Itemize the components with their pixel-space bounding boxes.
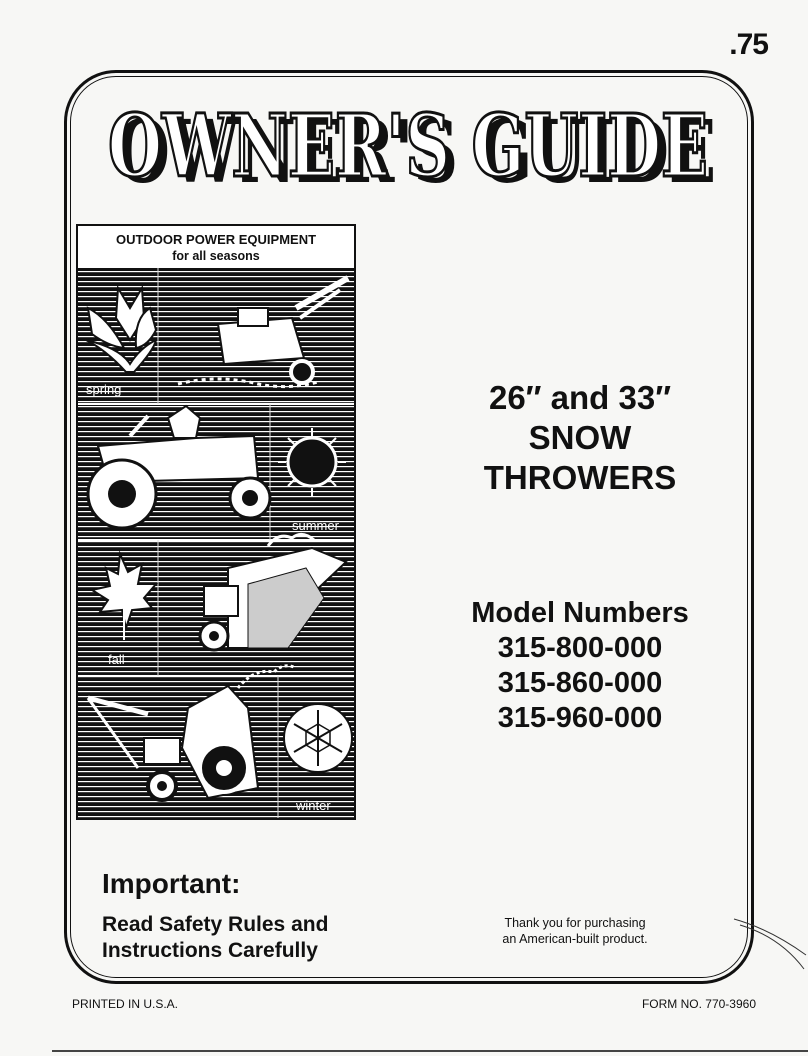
product-title xyxy=(420,378,740,498)
printed-in-label: PRINTED IN U.S.A. xyxy=(72,997,179,1011)
model-number: 315-860-000 xyxy=(497,667,663,699)
sun-icon xyxy=(278,428,346,496)
summer-label: summer xyxy=(292,518,339,533)
safety-notice xyxy=(102,912,328,964)
price-label: .75 xyxy=(729,28,768,61)
title-text: OWNER'S GUIDE xyxy=(108,96,708,197)
snowflake-icon xyxy=(284,704,352,772)
safety-notice-line2: Instructions Carefully xyxy=(102,939,318,962)
safety-notice-line1: Read Safety Rules and xyxy=(102,913,329,936)
corner-scribble-icon xyxy=(730,915,808,975)
spring-label: spring xyxy=(86,382,122,397)
thank-you-line1: Thank you for purchasing xyxy=(504,916,646,930)
seasons-panel xyxy=(76,224,356,820)
thank-you-note xyxy=(420,915,730,947)
model-numbers-block xyxy=(420,596,740,736)
form-number-label: FORM NO. 770-3960 xyxy=(641,997,756,1011)
seasons-subheading: for all seasons xyxy=(172,249,260,263)
winter-label: winter xyxy=(296,798,331,813)
seasons-header xyxy=(78,226,354,268)
product-type-line2: THROWERS xyxy=(483,459,677,496)
model-number: 315-960-000 xyxy=(497,702,663,734)
model-number: 315-800-000 xyxy=(497,632,663,664)
important-heading: Important: xyxy=(102,868,241,899)
fall-label: fall xyxy=(108,652,125,667)
seasons-heading: OUTDOOR POWER EQUIPMENT xyxy=(115,232,317,247)
bottom-rule xyxy=(52,1050,808,1052)
product-sizes: 26″ and 33″ xyxy=(488,379,672,416)
seasons-illustration xyxy=(78,268,354,818)
title-shadow: OWNER'S GUIDE xyxy=(116,102,716,202)
model-numbers-heading: Model Numbers xyxy=(471,597,689,629)
product-type-line1: SNOW xyxy=(528,419,632,456)
owners-guide-title xyxy=(90,92,730,202)
thank-you-line2: an American-built product. xyxy=(502,932,648,946)
